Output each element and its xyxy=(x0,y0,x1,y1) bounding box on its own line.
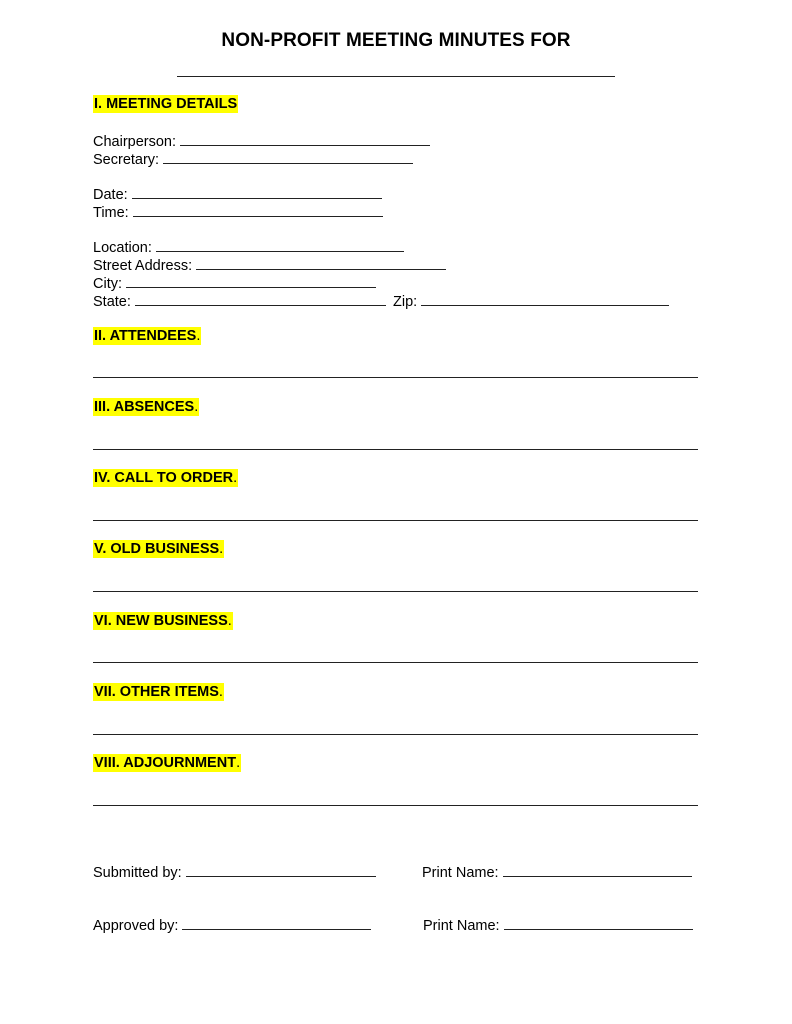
heading-text: II. ATTENDEES xyxy=(94,328,197,344)
section-heading-call-to-order xyxy=(93,469,238,487)
chairperson-input[interactable] xyxy=(180,131,430,146)
approved-print-name-field xyxy=(423,915,693,935)
section-heading-new-business xyxy=(93,612,233,630)
date-label: Date: xyxy=(93,187,128,203)
time-field xyxy=(93,202,383,222)
heading-text: IV. CALL TO ORDER xyxy=(94,470,234,486)
date-field xyxy=(93,184,382,204)
document-title: NON-PROFIT MEETING MINUTES FOR xyxy=(221,30,571,51)
city-input[interactable] xyxy=(126,273,376,288)
state-label: State: xyxy=(93,294,131,310)
city-label: City: xyxy=(93,276,122,292)
heading-period: . xyxy=(194,399,199,415)
section-heading-attendees xyxy=(93,327,201,345)
heading-period: . xyxy=(236,755,241,771)
heading-text: III. ABSENCES xyxy=(94,399,195,415)
street-address-label: Street Address: xyxy=(93,258,193,274)
section-heading-old-business xyxy=(93,540,224,558)
approved-by-label: Approved by: xyxy=(93,918,179,934)
approved-print-name-input[interactable] xyxy=(504,915,693,930)
new-business-line[interactable] xyxy=(93,662,698,663)
submitted-by-field xyxy=(93,862,376,882)
section-heading-adjournment xyxy=(93,754,241,772)
time-input[interactable] xyxy=(133,202,383,217)
heading-text: V. OLD BUSINESS xyxy=(94,541,220,557)
approved-by-input[interactable] xyxy=(182,915,371,930)
location-input[interactable] xyxy=(156,237,404,252)
submitted-print-name-field xyxy=(422,862,692,882)
date-input[interactable] xyxy=(132,184,382,199)
heading-text: VII. OTHER ITEMS xyxy=(94,684,219,700)
location-label: Location: xyxy=(93,240,152,256)
location-field xyxy=(93,237,404,257)
street-address-input[interactable] xyxy=(196,255,446,270)
old-business-line[interactable] xyxy=(93,591,698,592)
adjournment-line[interactable] xyxy=(93,805,698,806)
zip-field xyxy=(393,291,669,311)
heading-text: I. MEETING DETAILS xyxy=(94,96,238,112)
heading-period: . xyxy=(218,684,223,700)
submitted-print-name-label: Print Name: xyxy=(422,865,499,881)
heading-period: . xyxy=(219,541,224,557)
street-address-field xyxy=(93,255,446,275)
approved-print-name-label: Print Name: xyxy=(423,918,500,934)
state-input[interactable] xyxy=(135,291,386,306)
heading-period: . xyxy=(227,613,232,629)
absences-line[interactable] xyxy=(93,449,698,450)
heading-period: . xyxy=(233,470,238,486)
chairperson-label: Chairperson: xyxy=(93,134,177,150)
time-label: Time: xyxy=(93,205,129,221)
chairperson-field xyxy=(93,131,430,151)
heading-text: VIII. ADJOURNMENT xyxy=(94,755,237,771)
organization-name-blank[interactable] xyxy=(177,76,615,77)
approved-by-field xyxy=(93,915,371,935)
zip-input[interactable] xyxy=(421,291,669,306)
submitted-by-input[interactable] xyxy=(186,862,376,877)
section-heading-other-items xyxy=(93,683,224,701)
heading-period: . xyxy=(196,328,201,344)
attendees-line[interactable] xyxy=(93,377,698,378)
submitted-by-label: Submitted by: xyxy=(93,865,182,881)
section-heading-meeting-details xyxy=(93,95,238,113)
heading-text: VI. NEW BUSINESS xyxy=(94,613,228,629)
state-field xyxy=(93,291,386,311)
secretary-field xyxy=(93,149,413,169)
city-field xyxy=(93,273,376,293)
secretary-label: Secretary: xyxy=(93,152,160,168)
section-heading-absences xyxy=(93,398,199,416)
submitted-print-name-input[interactable] xyxy=(503,862,692,877)
zip-label: Zip: xyxy=(393,294,418,310)
secretary-input[interactable] xyxy=(163,149,413,164)
other-items-line[interactable] xyxy=(93,734,698,735)
call-to-order-line[interactable] xyxy=(93,520,698,521)
